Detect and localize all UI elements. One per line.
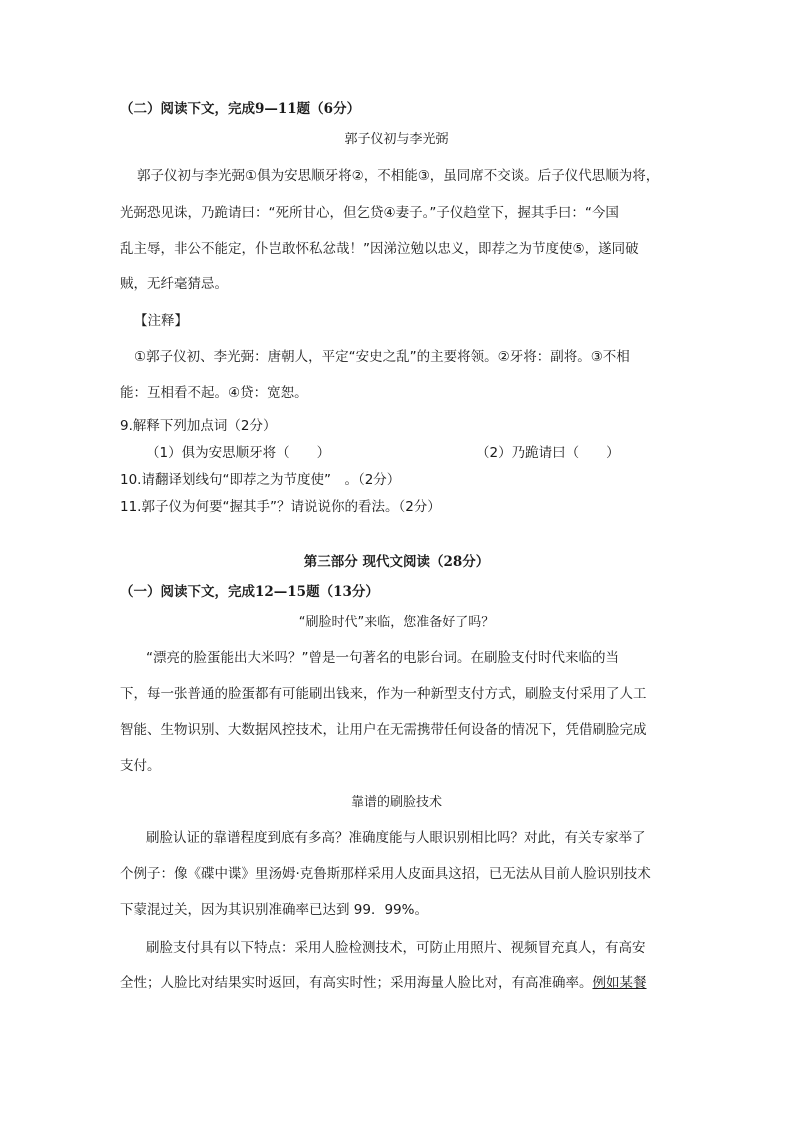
paragraph-2-line-1: 刷脸认证的靠谱程度到底有多高？准确度能与人眼识别相比吗？对此，有关专家举了 [146, 830, 646, 846]
passage-line-4: 贼，无纤毫猜忌。 [120, 276, 228, 292]
question-9: 9.解释下列加点词（2分） [120, 418, 277, 434]
passage-line-1: 郭子仪初与李光弼①俱为安思顺牙将②，不相能③，虽同席不交谈。后子仪代思顺为将， [137, 168, 660, 184]
section-heading-2: （二）阅读下文，完成9—11题（6分） [120, 101, 361, 117]
article-title: “刷脸时代”来临，您准备好了吗？ [298, 615, 495, 630]
paragraph-1-line-1: “漂亮的脸蛋能出大米吗？”曾是一句著名的电影台词。在刷脸支付时代来临的当 [146, 650, 619, 666]
question-11: 11.郭子仪为何要“握其手”？请说说你的看法。（2分） [120, 499, 441, 515]
passage-title: 郭子仪初与李光弼 [344, 132, 449, 147]
question-10: 10.请翻译划线句“即荐之为节度使” 。（2分） [120, 472, 401, 488]
paragraph-1-line-2: 下，每一张普通的脸蛋都有可能刷出钱来，作为一种新型支付方式，刷脸支付采用了人工 [120, 686, 647, 702]
article-subheading: 靠谱的刷脸技术 [350, 795, 442, 810]
notes-line-2: 能：互相看不起。④贷：宽恕。 [120, 385, 308, 401]
paragraph-2-line-2: 个例子：像《碟中谍》里汤姆·克鲁斯那样采用人皮面具这招，已无法从目前人脸识别技术 [120, 866, 651, 882]
paragraph-1-line-3: 智能、生物识别、大数据风控技术，让用户在无需携带任何设备的情况下，凭借刷脸完成 [120, 722, 647, 738]
paragraph-2-line-3: 下蒙混过关，因为其识别准确率已达到 99．99%。 [120, 902, 428, 918]
section-heading-3: （一）阅读下文，完成12—15题（13分） [120, 584, 379, 600]
notes-heading: 【注释】 [134, 313, 188, 329]
notes-line-1: ①郭子仪初、李光弼：唐朝人，平定“安史之乱”的主要将领。②牙将：副将。③不相 [134, 349, 630, 365]
paragraph-3-line-2 [120, 971, 647, 991]
underlined-text: 例如某餐 [592, 975, 647, 991]
question-9-item-1: （1）俱为安思顺牙将（ ） [146, 445, 331, 461]
passage-line-3: 乱主辱，非公不能定，仆岂敢怀私忿哉！”因涕泣勉以忠义，即荐之为节度使⑤，遂同破 [120, 241, 639, 257]
paragraph-3-line-2-text: 全性；人脸比对结果实时返回，有高实时性；采用海量人脸比对，有高准确率。 [120, 975, 593, 991]
passage-line-2: 光弼恐见诛，乃跪请曰：“死所甘心，但乞贷④妻子。”子仪趋堂下，握其手曰：“今国 [120, 205, 619, 221]
part-3-heading: 第三部分 现代文阅读（28分） [303, 554, 490, 570]
paragraph-3-line-1: 刷脸支付具有以下特点：采用人脸检测技术，可防止用照片、视频冒充真人，有高安 [146, 940, 646, 956]
paragraph-1-line-4: 支付。 [120, 758, 161, 774]
question-9-item-2: （2）乃跪请曰（ ） [476, 445, 620, 461]
